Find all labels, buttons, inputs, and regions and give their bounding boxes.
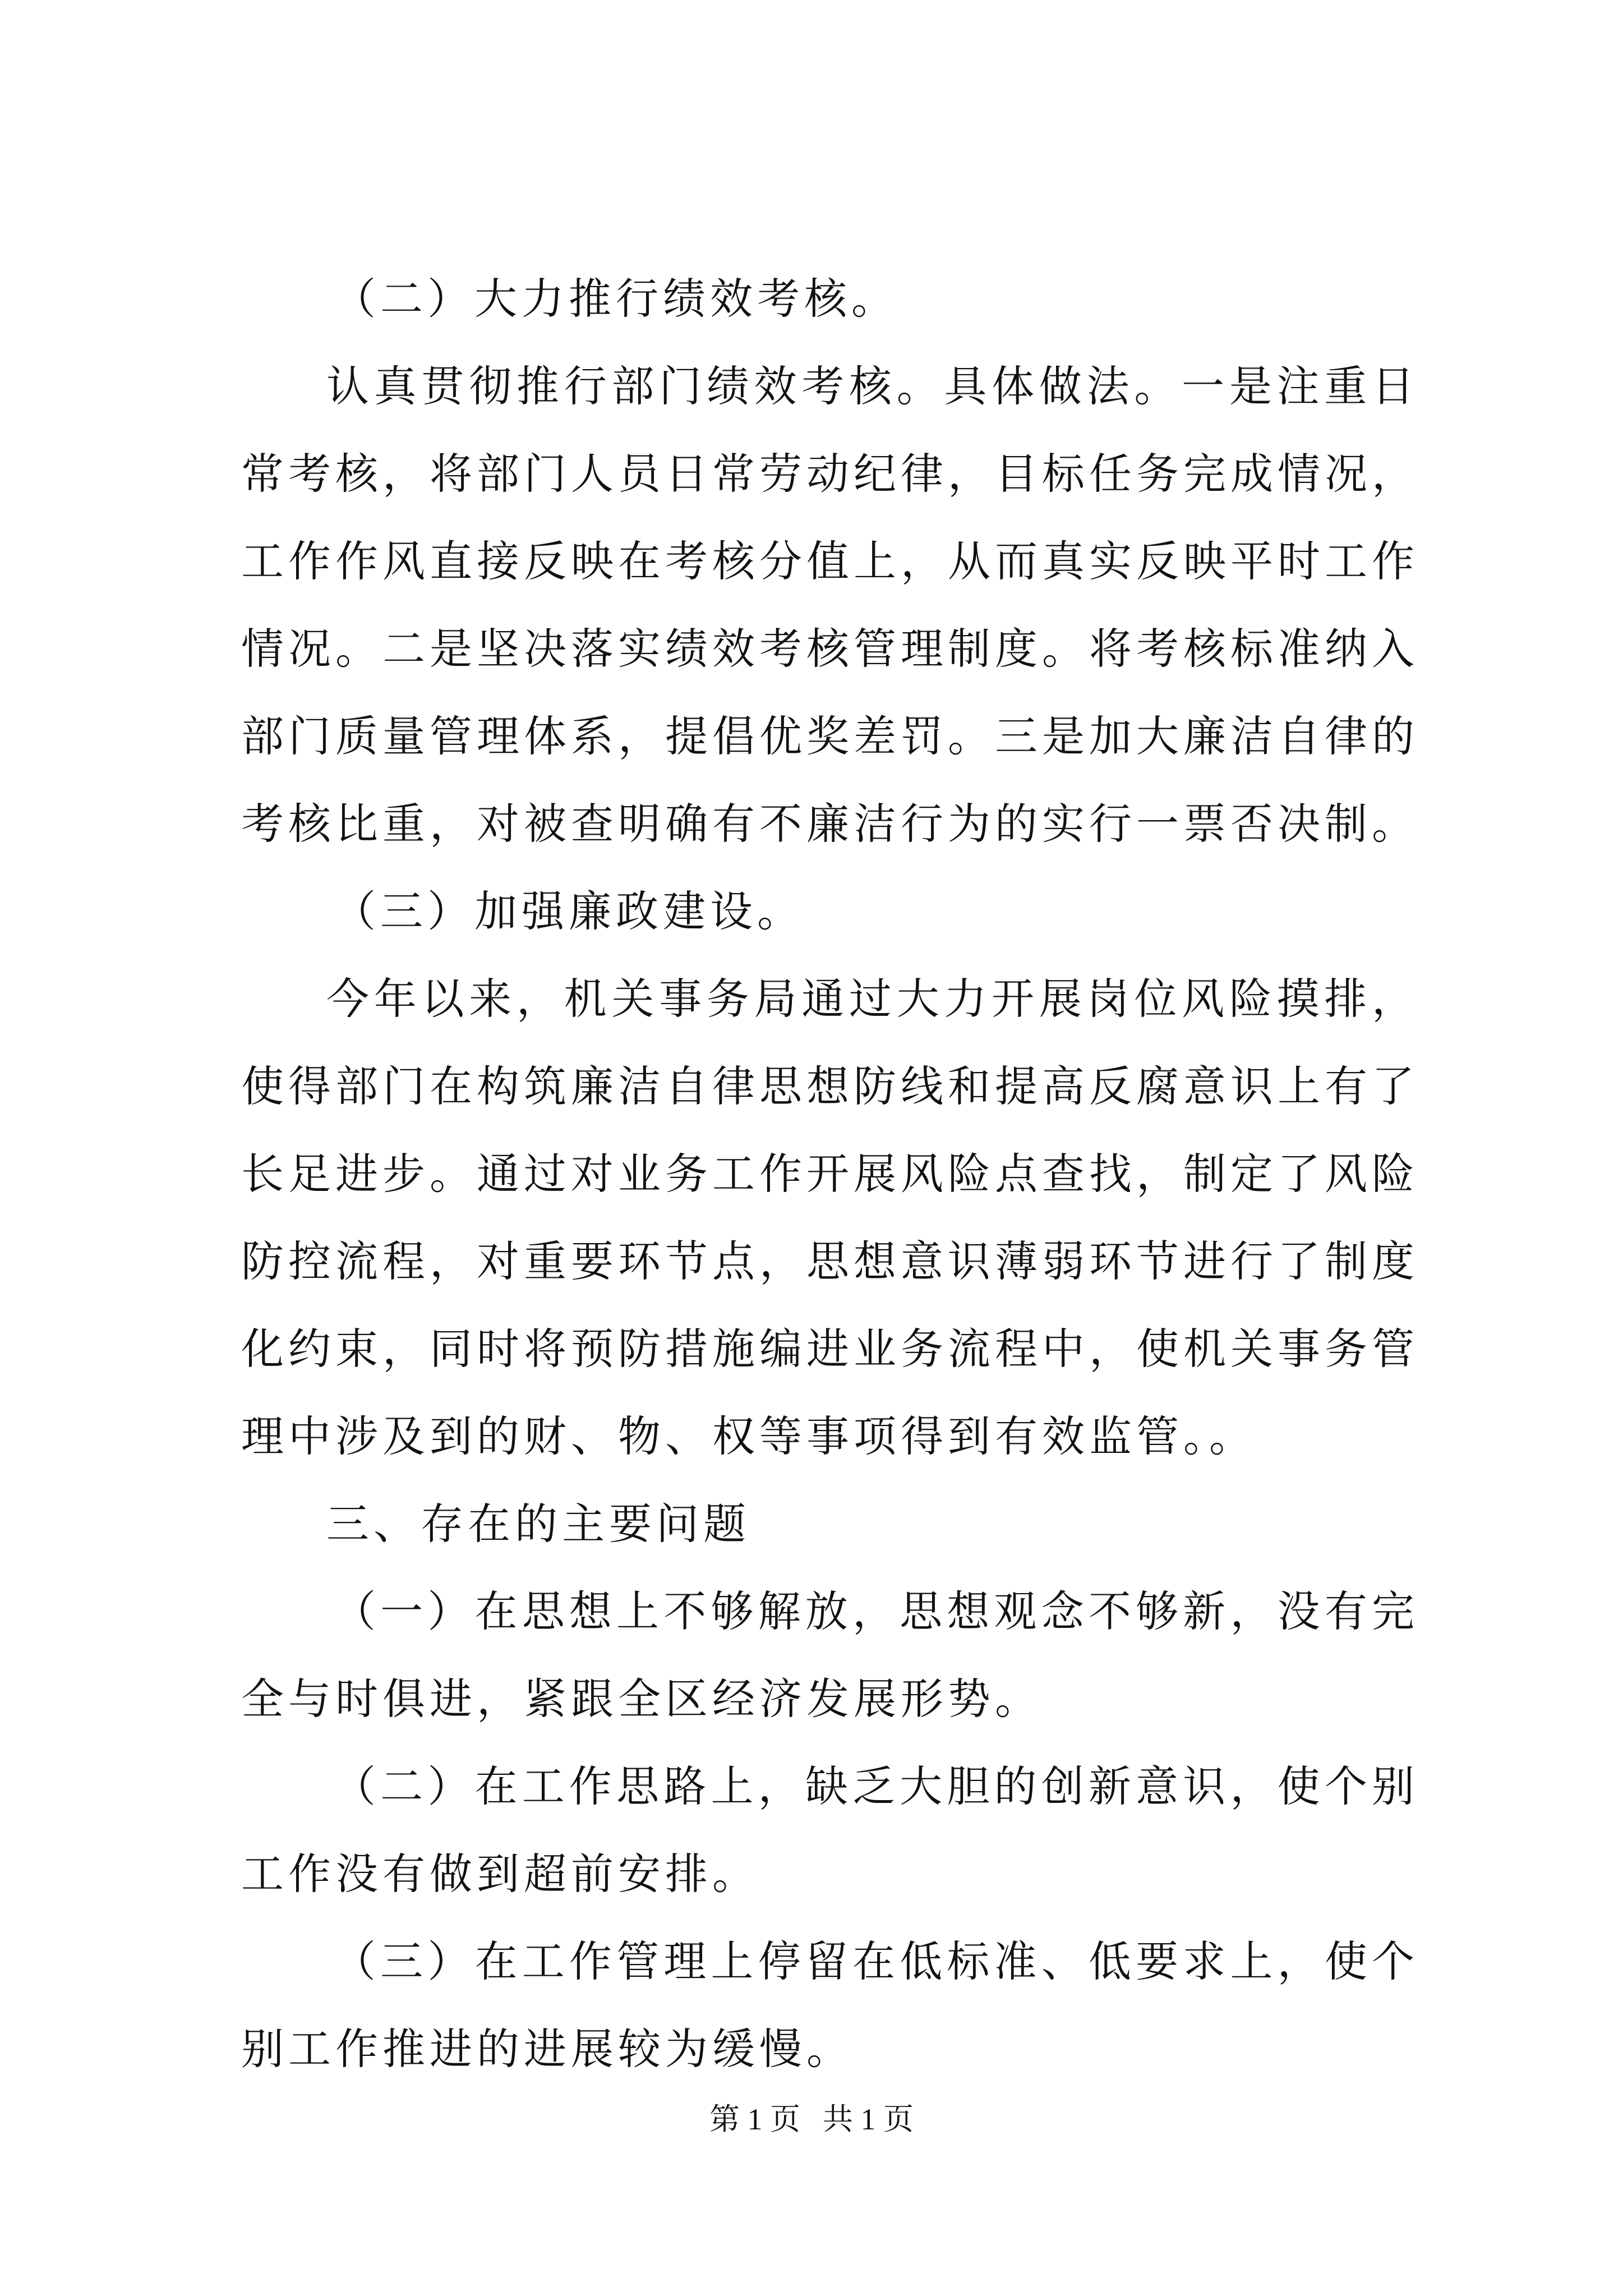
document-body	[241, 255, 1419, 2093]
problem-item-1: （一）在思想上不够解放，思想观念不够新，没有完全与时俱进，紧跟全区经济发展形势。	[241, 1586, 1419, 1724]
page-footer	[0, 2097, 1623, 2142]
paragraph-performance-review: 认真贯彻推行部门绩效考核。具体做法。一是注重日常考核，将部门人员日常劳动纪律，目标任务完成情况，工作作风直接反映在考核分值上，从而真实反映平时工作情况。二是坚决落实绩效考核管理制度。将考核标准纳入部门质量管理体系，提倡优奖差罚。三是加大廉洁自律的考核比重，对被查明确有不廉洁行为的实行一票否决制。	[241, 361, 1419, 849]
page-number-current: 第 1 页	[709, 2102, 800, 2136]
page-number-total: 共 1 页	[823, 2102, 914, 2136]
problem-item-2: （二）在工作思路上，缺乏大胆的创新意识，使个别工作没有做到超前安排。	[241, 1761, 1419, 1899]
subheading-performance-review: （二）大力推行绩效考核。	[333, 274, 898, 324]
paragraph-integrity-building: 今年以来，机关事务局通过大力开展岗位风险摸排，使得部门在构筑廉洁自律思想防线和提高反腐意识上有了长足进步。通过对业务工作开展风险点查找，制定了风险防控流程，对重要环节点，思想意识薄弱环节进行了制度化约束，同时将预防措施编进业务流程中，使机关事务管理中涉及到的财、物、权等事项得到有效监管。。	[241, 974, 1419, 1461]
problem-item-3: （三）在工作管理上停留在低标准、低要求上，使个别工作推进的进展较为缓慢。	[241, 1936, 1419, 2074]
heading-main-problems: 三、存在的主要问题	[326, 1499, 750, 1549]
subheading-integrity-building: （三）加强廉政建设。	[333, 886, 804, 936]
